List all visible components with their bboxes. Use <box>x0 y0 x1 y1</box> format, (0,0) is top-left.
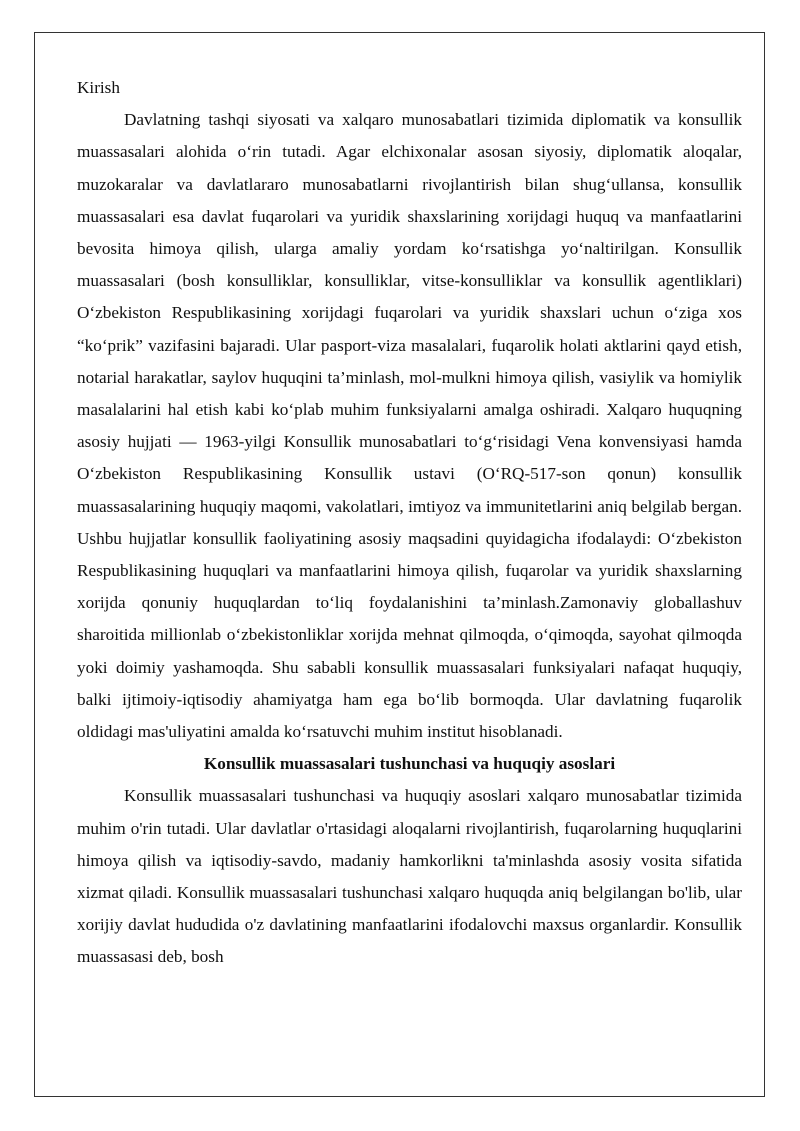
document-body <box>77 72 742 974</box>
intro-heading: Kirish <box>77 78 120 97</box>
intro-paragraph: Davlatning tashqi siyosati va xalqaro munosabatlari tizimida diplomatik va konsullik muassasalari alohida o‘rin tutadi. Agar elchixonalar asosan siyosiy, diplomatik aloqalar, muzokaralar va davlatlararo munosabatlarni rivojlantirish bilan shug‘ullansa, konsullik muassasalari esa davlat fuqarolari va yuridik shaxslarining xorijdagi huquq va manfaatlarini bevosita himoya qilish, ularga amaliy yordam ko‘rsatishga yo‘naltirilgan. Konsullik muassasalari (bosh konsulliklar, konsulliklar, vitse-konsulliklar va konsullik agentliklari) O‘zbekiston Respublikasining xorijdagi fuqarolari va yuridik shaxslari uchun o‘ziga xos “ko‘prik” vazifasini bajaradi. Ular pasport-viza masalalari, fuqarolik holati aktlarini qayd etish, notarial harakatlar, saylov huquqini ta’minlash, mol-mulkni himoya qilish, vasiylik va homiylik masalalarini hal etish kabi ko‘plab muhim funksiyalarni amalga oshiradi. Xalqaro huquqning asosiy hujjati — 1963-yilgi Konsullik munosabatlari to‘g‘risidagi Vena konvensiyasi hamda O‘zbekiston Respublikasining Konsullik ustavi (O‘RQ-517-son qonun) konsullik muassasalarining huquqiy maqomi, vakolatlari, imtiyoz va immunitetlarini aniq belgilab bergan. Ushbu hujjatlar konsullik faoliyatining asosiy maqsadini quyidagicha ifodalaydi: O‘zbekiston Respublikasining huquqlari va manfaatlarini himoya qilish, fuqarolar va yuridik shaxslarning xorijda qonuniy huquqlardan to‘liq foydalanishini ta’minlash.Zamonaviy globallashuv sharoitida millionlab o‘zbekistonliklar xorijda mehnat qilmoqda, o‘qimoqda, sayohat qilmoqda yoki doimiy yashamoqda. Shu sababli konsullik muassasalari funksiyalari nafaqat huquqiy, balki ijtimoiy-iqtisodiy ahamiyatga ham ega bo‘lib bormoqda. Ular davlatning fuqarolik oldidagi mas'uliyatini amalda ko‘rsatuvchi muhim institut hisoblanadi. <box>77 110 742 742</box>
section-paragraph: Konsullik muassasalari tushunchasi va huquqiy asoslari xalqaro munosabatlar tizimida muhim o'rin tutadi. Ular davlatlar o'rtasidagi aloqalarni rivojlantirish, fuqarolarning huquqlarini himoya qilish va iqtisodiy-savdo, madaniy hamkorlikni ta'minlashda asosiy vosita sifatida xizmat qiladi. Konsullik muassasalari tushunchasi xalqaro huquqda aniq belgilangan bo'lib, ular xorijiy davlat hududida o'z davlatining manfaatlarini ifodalovchi maxsus organlardir. Konsullik muassasasi deb, bosh <box>77 786 742 967</box>
section-heading: Konsullik muassasalari tushunchasi va huquqiy asoslari <box>203 754 616 774</box>
